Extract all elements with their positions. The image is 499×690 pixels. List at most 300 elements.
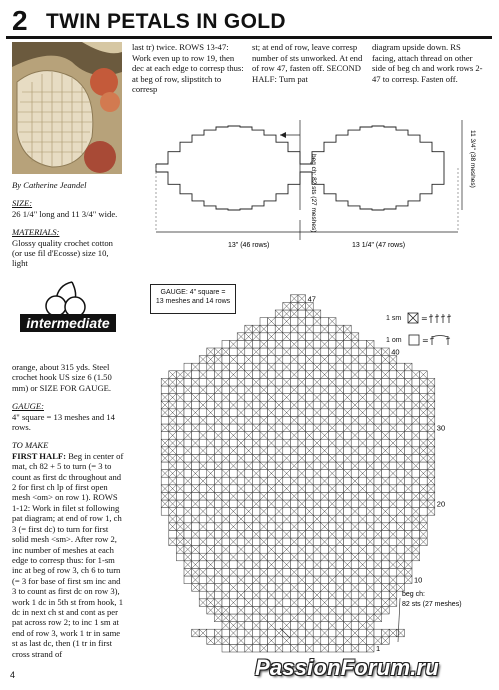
mesh-cell: [366, 637, 374, 645]
mesh-cell: [230, 348, 238, 356]
mesh-cell: [344, 492, 352, 500]
mesh-cell: [359, 553, 367, 561]
mesh-cell: [321, 409, 329, 417]
mesh-cell: [313, 477, 321, 485]
mesh-cell: [283, 568, 291, 576]
mesh-cell: [290, 530, 298, 538]
row-label: 47: [307, 294, 316, 304]
mesh-cell: [382, 454, 390, 462]
mesh-cell: [260, 318, 268, 326]
mesh-cell: [389, 492, 397, 500]
mesh-cell: [290, 500, 298, 508]
mesh-cell: [351, 561, 359, 569]
mesh-cell: [306, 591, 314, 599]
width-label: 11 3/4" (38 meshes): [469, 130, 476, 188]
mesh-cell: [374, 416, 382, 424]
mesh-cell: [268, 386, 276, 394]
mesh-cell: [176, 492, 184, 500]
mesh-cell: [313, 644, 321, 652]
mesh-cell: [283, 386, 291, 394]
left-length-label: 13" (46 rows): [228, 242, 270, 249]
mesh-cell: [252, 447, 260, 455]
mesh-cell: [298, 477, 306, 485]
mesh-cell: [298, 462, 306, 470]
mesh-cell: [214, 515, 222, 523]
pattern-number: 2: [12, 5, 28, 36]
mesh-cell: [382, 394, 390, 402]
mesh-cell: [192, 416, 200, 424]
mesh-cell: [366, 470, 374, 478]
mesh-cell: [260, 576, 268, 584]
mesh-cell: [252, 538, 260, 546]
mesh-cell: [336, 378, 344, 386]
mesh-cell: [374, 462, 382, 470]
mesh-cell: [344, 523, 352, 531]
mesh-cell: [237, 371, 245, 379]
mesh-cell: [298, 584, 306, 592]
mesh-cell: [252, 614, 260, 622]
mesh-cell: [275, 378, 283, 386]
mesh-cell: [359, 356, 367, 364]
mesh-cell: [374, 447, 382, 455]
mesh-cell: [275, 591, 283, 599]
mesh-cell: [260, 515, 268, 523]
mesh-cell: [192, 371, 200, 379]
mesh-cell: [389, 401, 397, 409]
mesh-cell: [237, 462, 245, 470]
mesh-cell: [252, 508, 260, 516]
instructions-text-3: diagram upside down. RS facing, attach thread on other side of beg ch and work rows 2-47 to corresp. Fasten off.: [372, 42, 483, 84]
mesh-cell: [351, 485, 359, 493]
mesh-cell: [199, 576, 207, 584]
mesh-cell: [283, 356, 291, 364]
mesh-cell: [230, 530, 238, 538]
mesh-cell: [214, 439, 222, 447]
mesh-cell: [222, 492, 230, 500]
mesh-cell: [161, 477, 169, 485]
doily-photo: [12, 42, 122, 174]
mesh-cell: [344, 401, 352, 409]
mesh-cell: [268, 538, 276, 546]
mesh-cell: [389, 447, 397, 455]
mesh-cell: [199, 378, 207, 386]
mesh-cell: [207, 386, 215, 394]
mesh-cell: [207, 508, 215, 516]
mesh-cell: [344, 340, 352, 348]
mesh-cell: [214, 500, 222, 508]
mesh-cell: [344, 644, 352, 652]
mesh-cell: [328, 477, 336, 485]
mesh-cell: [268, 553, 276, 561]
mesh-cell: [404, 492, 412, 500]
mesh-cell: [420, 462, 428, 470]
mesh-cell: [237, 538, 245, 546]
mesh-cell: [298, 432, 306, 440]
left-column-top: [12, 180, 124, 269]
mesh-cell: [184, 470, 192, 478]
mesh-cell: [344, 477, 352, 485]
mesh-cell: [245, 591, 253, 599]
mesh-cell: [313, 356, 321, 364]
mesh-cell: [283, 629, 291, 637]
four-dc-icon: [429, 314, 451, 323]
mesh-cell: [359, 401, 367, 409]
mesh-cell: [161, 432, 169, 440]
mesh-cell: [397, 470, 405, 478]
mesh-cell: [344, 386, 352, 394]
mesh-cell: [298, 386, 306, 394]
mesh-cell: [344, 356, 352, 364]
mesh-cell: [306, 576, 314, 584]
mesh-cell: [328, 340, 336, 348]
mesh-cell: [351, 470, 359, 478]
mesh-cell: [389, 538, 397, 546]
mesh-cell: [230, 394, 238, 402]
skill-badge: [12, 280, 124, 350]
mesh-cell: [184, 439, 192, 447]
mesh-cell: [199, 530, 207, 538]
mesh-cell: [336, 530, 344, 538]
mesh-cell: [351, 606, 359, 614]
mesh-cell: [321, 546, 329, 554]
mesh-cell: [328, 386, 336, 394]
mesh-cell: [214, 424, 222, 432]
mesh-cell: [374, 538, 382, 546]
mesh-cell: [237, 401, 245, 409]
mesh-cell: [275, 530, 283, 538]
mesh-cell: [389, 508, 397, 516]
mesh-cell: [298, 599, 306, 607]
mesh-cell: [275, 622, 283, 630]
mesh-cell: [290, 318, 298, 326]
mesh-cell: [298, 447, 306, 455]
mesh-cell: [283, 644, 291, 652]
mesh-cell: [420, 432, 428, 440]
mesh-cell: [321, 439, 329, 447]
mesh-cell: [184, 378, 192, 386]
mesh-cell: [230, 576, 238, 584]
mesh-cell: [184, 530, 192, 538]
mesh-cell: [374, 523, 382, 531]
mesh-cell: [351, 530, 359, 538]
mesh-cell: [313, 447, 321, 455]
mesh-cell: [176, 416, 184, 424]
mesh-cell: [306, 546, 314, 554]
mesh-cell: [374, 553, 382, 561]
mesh-cell: [199, 591, 207, 599]
mesh-cell: [397, 439, 405, 447]
mesh-cell: [260, 530, 268, 538]
mesh-cell: [351, 394, 359, 402]
mesh-cell: [389, 568, 397, 576]
mesh-cell: [252, 432, 260, 440]
mesh-cell: [260, 591, 268, 599]
mesh-cell: [275, 318, 283, 326]
mesh-cell: [245, 378, 253, 386]
mesh-cell: [192, 462, 200, 470]
mesh-cell: [366, 530, 374, 538]
mesh-cell: [359, 644, 367, 652]
mesh-cell: [321, 561, 329, 569]
mesh-cell: [359, 584, 367, 592]
mesh-cell: [321, 485, 329, 493]
mesh-cell: [351, 378, 359, 386]
mesh-cell: [192, 432, 200, 440]
mesh-cell: [230, 378, 238, 386]
mesh-cell: [374, 477, 382, 485]
mesh-cell: [336, 409, 344, 417]
mesh-cell: [207, 371, 215, 379]
mesh-cell: [412, 530, 420, 538]
mesh-cell: [199, 470, 207, 478]
mesh-cell: [207, 629, 215, 637]
mesh-cell: [176, 508, 184, 516]
mesh-cell: [214, 409, 222, 417]
mesh-cell: [260, 454, 268, 462]
mesh-cell: [306, 530, 314, 538]
mesh-cell: [275, 439, 283, 447]
mesh-cell: [298, 538, 306, 546]
mesh-cell: [199, 546, 207, 554]
mesh-cell: [351, 363, 359, 371]
mesh-cell: [328, 523, 336, 531]
mesh-cell: [260, 637, 268, 645]
mesh-cell: [336, 561, 344, 569]
mesh-cell: [222, 371, 230, 379]
mesh-cell: [306, 606, 314, 614]
mesh-cell: [252, 386, 260, 394]
mesh-cell: [260, 378, 268, 386]
mesh-cell: [268, 614, 276, 622]
mesh-cell: [351, 576, 359, 584]
mesh-cell: [222, 401, 230, 409]
mesh-cell: [222, 386, 230, 394]
mesh-cell: [268, 432, 276, 440]
mesh-cell: [404, 523, 412, 531]
mesh-cell: [260, 561, 268, 569]
mesh-cell: [389, 416, 397, 424]
mesh-cell: [184, 485, 192, 493]
mesh-cell: [321, 424, 329, 432]
mesh-cell: [306, 637, 314, 645]
mesh-cell: [404, 386, 412, 394]
mesh-cell: [252, 568, 260, 576]
mesh-cell: [260, 424, 268, 432]
mesh-cell: [245, 394, 253, 402]
mesh-cell: [389, 462, 397, 470]
mesh-cell: [397, 454, 405, 462]
mesh-cell: [321, 622, 329, 630]
mesh-cell: [207, 401, 215, 409]
mesh-cell: [344, 584, 352, 592]
mesh-cell: [382, 378, 390, 386]
mesh-cell: [298, 356, 306, 364]
mesh-cell: [222, 644, 230, 652]
mesh-cell: [214, 576, 222, 584]
mesh-cell: [230, 591, 238, 599]
mesh-cell: [404, 553, 412, 561]
mesh-cell: [321, 318, 329, 326]
mesh-cell: [222, 629, 230, 637]
mesh-cell: [268, 340, 276, 348]
mesh-cell: [268, 644, 276, 652]
mesh-cell: [283, 477, 291, 485]
mesh-cell: [290, 454, 298, 462]
pattern-title: TWIN PETALS IN GOLD: [46, 10, 286, 33]
mesh-cell: [306, 470, 314, 478]
mesh-cell: [412, 470, 420, 478]
mesh-cell: [237, 416, 245, 424]
mesh-cell: [184, 576, 192, 584]
mesh-cell: [306, 394, 314, 402]
mesh-cell: [237, 508, 245, 516]
mesh-cell: [313, 568, 321, 576]
mesh-cell: [328, 568, 336, 576]
mesh-cell: [268, 477, 276, 485]
mesh-cell: [245, 576, 253, 584]
mesh-cell: [192, 492, 200, 500]
mesh-cell: [298, 492, 306, 500]
mesh-cell: [268, 462, 276, 470]
first-half-label: FIRST HALF:: [12, 450, 67, 461]
mesh-cell: [161, 386, 169, 394]
mesh-cell: [321, 454, 329, 462]
mesh-cell: [268, 401, 276, 409]
mesh-cell: [404, 538, 412, 546]
mesh-cell: [313, 416, 321, 424]
mesh-cell: [366, 546, 374, 554]
mesh-cell: [245, 606, 253, 614]
mesh-cell: [252, 629, 260, 637]
mesh-cell: [199, 394, 207, 402]
mesh-cell: [252, 477, 260, 485]
open-mesh-symbol-icon: [430, 336, 450, 346]
mesh-cell: [283, 508, 291, 516]
mesh-cell: [382, 409, 390, 417]
mesh-cell: [366, 424, 374, 432]
materials-text: Glossy quality crochet cotton (or use fil d'Ecosse) size 10, light: [12, 237, 113, 269]
mesh-cell: [268, 356, 276, 364]
mesh-cell: [237, 599, 245, 607]
mesh-cell: [313, 462, 321, 470]
materials-heading: MATERIALS:: [12, 227, 60, 238]
mesh-cell: [230, 363, 238, 371]
mesh-cell: [366, 394, 374, 402]
mesh-cell: [275, 515, 283, 523]
mesh-cell: [359, 432, 367, 440]
mesh-cell: [344, 568, 352, 576]
mesh-cell: [275, 409, 283, 417]
mesh-cell: [230, 637, 238, 645]
mesh-cell: [222, 599, 230, 607]
mesh-cell: [192, 553, 200, 561]
mesh-cell: [230, 439, 238, 447]
mesh-cell: [382, 515, 390, 523]
mesh-cell: [275, 485, 283, 493]
mesh-cell: [290, 637, 298, 645]
mesh-cell: [252, 401, 260, 409]
mesh-cell: [366, 363, 374, 371]
instructions-text-1: last tr) twice. ROWS 13-47: Work even up to row 19, then dec at each edge to corresp thus: at beg of row, slipstitch to corresp: [132, 42, 244, 95]
mesh-cell: [359, 508, 367, 516]
mesh-cell: [351, 454, 359, 462]
mesh-cell: [245, 348, 253, 356]
mesh-cell: [283, 492, 291, 500]
mesh-cell: [268, 508, 276, 516]
mesh-cell: [382, 561, 390, 569]
mesh-cell: [404, 477, 412, 485]
mesh-cell: [199, 439, 207, 447]
mesh-cell: [176, 477, 184, 485]
mesh-cell: [199, 561, 207, 569]
legend-om-label: 1 om: [386, 336, 402, 344]
mesh-cell: [199, 363, 207, 371]
mesh-cell: [328, 599, 336, 607]
mesh-cell: [290, 515, 298, 523]
mesh-cell: [336, 622, 344, 630]
mesh-cell: [313, 492, 321, 500]
mesh-cell: [222, 432, 230, 440]
to-make-heading: TO MAKE: [12, 440, 49, 451]
mesh-cell: [404, 447, 412, 455]
mesh-cell: [237, 629, 245, 637]
mesh-cell: [290, 378, 298, 386]
mesh-cell: [328, 614, 336, 622]
mesh-cell: [344, 599, 352, 607]
mesh-cell: [389, 371, 397, 379]
filet-chart: [130, 270, 490, 660]
mesh-cell: [237, 447, 245, 455]
mesh-cell: [214, 546, 222, 554]
mesh-cell: [268, 523, 276, 531]
mesh-cell: [351, 424, 359, 432]
mesh-cell: [260, 500, 268, 508]
mesh-cell: [298, 310, 306, 318]
mesh-cell: [374, 492, 382, 500]
mesh-cell: [184, 424, 192, 432]
mesh-cell: [222, 523, 230, 531]
mesh-cell: [222, 553, 230, 561]
mesh-cell: [207, 584, 215, 592]
mesh-cell: [404, 432, 412, 440]
mesh-cell: [313, 599, 321, 607]
skill-label: intermediate: [26, 315, 110, 331]
mesh-cell: [252, 492, 260, 500]
mesh-cell: [374, 401, 382, 409]
mesh-cell: [412, 500, 420, 508]
mesh-cell: [336, 515, 344, 523]
mesh-cell: [214, 394, 222, 402]
mesh-cell: [275, 500, 283, 508]
mesh-cell: [328, 447, 336, 455]
mesh-cell: [344, 614, 352, 622]
mesh-cell: [306, 515, 314, 523]
mesh-cell: [283, 340, 291, 348]
mesh-cell: [382, 470, 390, 478]
mesh-cell: [366, 409, 374, 417]
mesh-cell: [245, 424, 253, 432]
mesh-cell: [313, 614, 321, 622]
instructions-text-2: st; at end of row, leave corresp number of sts unworked. At end of row 47, fasten off. SECOND HALF: Turn pat: [252, 42, 363, 84]
mesh-cell: [283, 447, 291, 455]
mesh-cell: [222, 568, 230, 576]
mesh-cell: [252, 644, 260, 652]
mesh-cell: [412, 485, 420, 493]
mesh-cell: [344, 447, 352, 455]
mesh-cell: [374, 599, 382, 607]
mesh-cell: [192, 401, 200, 409]
size-heading: SIZE:: [12, 198, 33, 209]
